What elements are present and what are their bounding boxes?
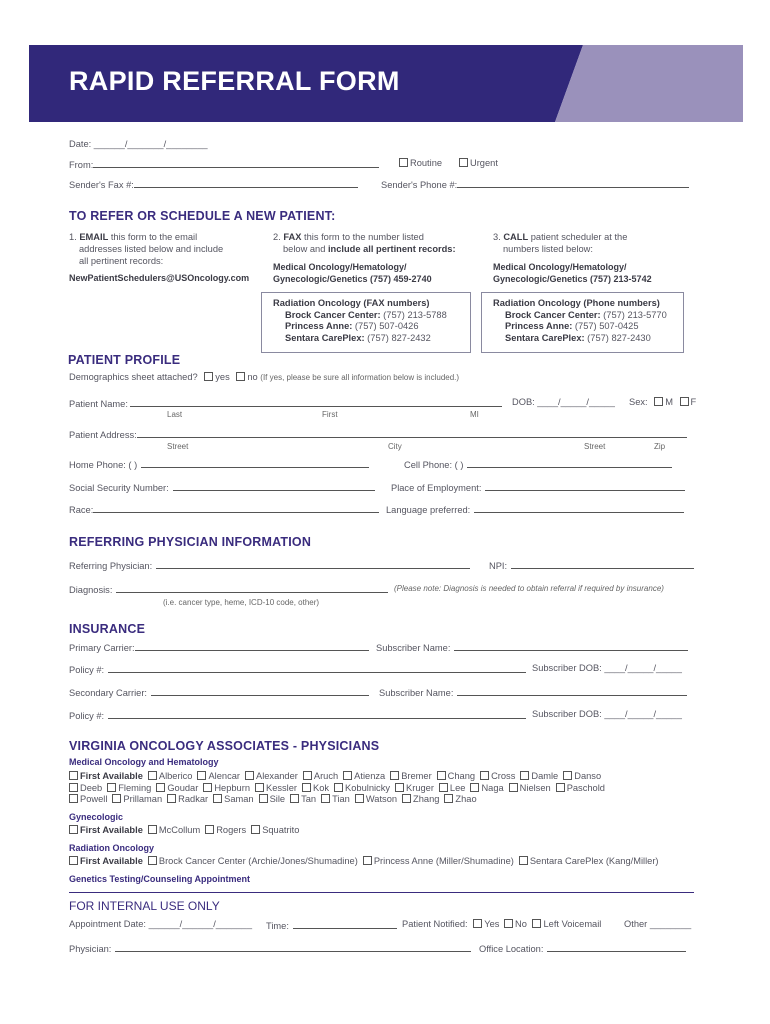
medical-oncology-row-1-option[interactable] [245, 771, 298, 781]
diagnosis-field[interactable]: Diagnosis: [69, 583, 388, 595]
option-label: Goudar [167, 782, 199, 793]
medical-oncology-row-3-option[interactable] [355, 794, 397, 804]
sex-field: Sex: M F [629, 397, 697, 407]
option-label: Paschold [566, 782, 605, 793]
medical-oncology-row-3-option[interactable] [213, 794, 253, 804]
routine-checkbox[interactable] [399, 158, 408, 167]
option-label: Squatrito [262, 825, 300, 835]
appointment-date-field[interactable]: Appointment Date: ______/______/_______ [69, 919, 252, 929]
checkbox[interactable] [69, 825, 78, 834]
first-caption: First [322, 410, 338, 419]
mi-caption: MI [470, 410, 479, 419]
medical-oncology-row-3-option[interactable] [69, 794, 107, 804]
option-label: Kessler [266, 782, 298, 793]
medical-oncology-title: Medical Oncology and Hematology [69, 757, 219, 767]
medical-oncology-row-1-option[interactable] [480, 771, 515, 781]
radiation-oncology-row-option[interactable] [148, 856, 358, 866]
urgent-option[interactable] [459, 158, 498, 168]
checkbox[interactable] [321, 794, 330, 803]
medical-oncology-row-2-option[interactable] [156, 783, 198, 793]
gynecologic-title: Gynecologic [69, 812, 124, 822]
checkbox[interactable] [355, 794, 364, 803]
option-label: Bremer [401, 771, 432, 781]
checkbox[interactable] [290, 794, 299, 803]
checkbox[interactable] [205, 825, 214, 834]
insurance-heading: INSURANCE [69, 622, 146, 636]
subscriber-dob-2-field[interactable]: Subscriber DOB: ____/_____/_____ [532, 709, 682, 719]
option-label: Radkar [178, 794, 209, 804]
checkbox[interactable] [69, 783, 78, 792]
internal-divider [69, 892, 694, 893]
option-label: Prillaman [123, 794, 163, 804]
patient-notified-field: Patient Notified: Yes No Left Voicemail [402, 919, 602, 929]
checkbox[interactable] [444, 794, 453, 803]
option-label: Naga [481, 782, 504, 793]
medical-oncology-row-1-option[interactable] [343, 771, 385, 781]
option-label: Tian [332, 794, 350, 804]
radiation-oncology-row-option[interactable] [519, 856, 659, 866]
sex-f-checkbox[interactable] [680, 397, 689, 406]
checkbox[interactable] [303, 771, 312, 780]
from-field[interactable] [69, 158, 379, 170]
sender-fax-label: Sender's Fax #: [69, 180, 134, 190]
option-label: Lee [449, 782, 466, 793]
option-label: Aruch [313, 771, 339, 781]
policy-field[interactable]: Policy #: [69, 663, 526, 675]
option-label: Alberico [158, 771, 193, 781]
subscriber-name-field[interactable]: Subscriber Name: [376, 641, 688, 653]
medical-oncology-row-2-option[interactable] [69, 783, 102, 793]
medical-oncology-row-2-option[interactable] [302, 783, 329, 793]
medical-oncology-row-1-option[interactable] [437, 771, 475, 781]
option-label: Hepburn [214, 782, 250, 793]
checkbox[interactable] [167, 794, 176, 803]
medical-oncology-row-2-option[interactable] [509, 783, 551, 793]
checkbox[interactable] [563, 771, 572, 780]
routine-option[interactable] [399, 158, 442, 168]
checkbox[interactable] [402, 794, 411, 803]
medical-oncology-row-2-option[interactable] [255, 783, 297, 793]
medical-oncology-row-3-option[interactable] [444, 794, 476, 804]
gynecologic-row-option[interactable] [251, 825, 299, 835]
option-label: Rogers [216, 825, 247, 835]
medical-oncology-row-2-option[interactable] [334, 783, 390, 793]
date-field[interactable]: Date: ______/_______/________ [69, 139, 208, 149]
option-label: Brock Cancer Center (Archie/Jones/Shumadine) [158, 856, 358, 866]
medical-oncology-row-3 [69, 794, 610, 806]
from-label: From: [69, 160, 94, 170]
checkbox[interactable] [69, 856, 78, 865]
option-label: Princess Anne (Miller/Shumadine) [373, 856, 514, 866]
checkbox[interactable] [112, 794, 121, 803]
city-caption: City [388, 442, 402, 451]
time-field[interactable]: Time: [266, 919, 397, 931]
gynecologic-row-option[interactable] [148, 825, 200, 835]
radiation-phone-list: Radiation Oncology (Phone numbers) Brock Cancer Center: (757) 213-5770 Princess Anne: (757) 507-0425 Sentara CarePlex: (757) 827-2430 [493, 298, 667, 343]
checkbox[interactable] [556, 783, 565, 792]
medical-oncology-row-3-option[interactable] [321, 794, 350, 804]
routine-label: Routine [410, 158, 443, 168]
option-label: Zhao [455, 794, 477, 804]
medical-oncology-row-2-option[interactable] [107, 783, 151, 793]
medical-oncology-row-1-option[interactable] [197, 771, 240, 781]
checkbox[interactable] [343, 771, 352, 780]
option-label: Danso [574, 771, 602, 781]
medical-oncology-row-2-option[interactable] [203, 783, 250, 793]
medical-oncology-row-1-option[interactable] [520, 771, 558, 781]
email-instructions: 1. EMAIL this form to the email addresses listed below and include all pertinent records: [69, 232, 224, 266]
radiation-fax-list: Radiation Oncology (FAX numbers) Brock Cancer Center: (757) 213-5788 Princess Anne: (757) 507-0426 Sentara CarePlex: (757) 827-2432 [273, 298, 447, 343]
gynecologic-row [69, 825, 304, 837]
option-label: Kobulnicky [345, 782, 391, 793]
option-label: First Available [80, 771, 143, 781]
dob-field[interactable]: DOB: ____/_____/_____ [512, 397, 615, 407]
urgent-checkbox[interactable] [459, 158, 468, 167]
medical-oncology-row-1-option[interactable] [390, 771, 431, 781]
option-label: First Available [80, 825, 143, 835]
npi-field[interactable]: NPI: [489, 559, 694, 571]
option-label: Alexander [256, 771, 298, 781]
checkbox[interactable] [156, 783, 165, 792]
notified-yes-checkbox[interactable] [473, 919, 482, 928]
internal-use-heading: FOR INTERNAL USE ONLY [69, 899, 220, 913]
option-label: Sentara CarePlex (Kang/Miller) [529, 856, 659, 866]
sex-m-checkbox[interactable] [654, 397, 663, 406]
radiation-oncology-row-option[interactable] [363, 856, 514, 866]
employment-field[interactable]: Place of Employment: [391, 481, 685, 493]
secondary-carrier-field[interactable]: Secondary Carrier: [69, 686, 369, 698]
ssn-field[interactable]: Social Security Number: [69, 481, 375, 493]
sender-fax-field[interactable] [69, 178, 358, 190]
fax-instructions: 2. FAX this form to the number listed below and include all pertinent records: [273, 232, 456, 254]
option-label: Atienza [354, 771, 386, 781]
checkbox[interactable] [509, 783, 518, 792]
gynecologic-list [69, 825, 304, 837]
checkbox[interactable] [390, 771, 399, 780]
checkbox[interactable] [245, 771, 254, 780]
option-label: McCollum [158, 825, 201, 835]
medical-oncology-row-2-option[interactable] [470, 783, 503, 793]
radiation-oncology-row-option[interactable] [69, 856, 143, 866]
option-label: First Available [80, 856, 143, 866]
street2-caption: Street [584, 442, 606, 451]
cell-phone-field[interactable]: Cell Phone: ( ) [404, 458, 672, 470]
checkbox[interactable] [480, 771, 489, 780]
form-title: RAPID REFERRAL FORM [69, 66, 400, 96]
zip-caption: Zip [654, 442, 666, 451]
refer-heading: TO REFER OR SCHEDULE A NEW PATIENT: [69, 209, 336, 223]
checkbox[interactable] [302, 783, 311, 792]
physician-field[interactable]: Physician: [69, 942, 471, 954]
medical-oncology-row-2-option[interactable] [556, 783, 605, 793]
checkbox[interactable] [520, 771, 529, 780]
option-label: Kruger [406, 782, 434, 793]
home-phone-field[interactable]: Home Phone: ( ) [69, 458, 369, 470]
checkbox[interactable] [519, 856, 528, 865]
patient-address-field[interactable]: Patient Address: [69, 428, 687, 440]
checkbox[interactable] [107, 783, 116, 792]
medical-oncology-row-3-option[interactable] [259, 794, 286, 804]
last-caption: Last [167, 410, 183, 419]
option-label: Sile [269, 794, 286, 804]
option-label: Nielsen [519, 782, 551, 793]
radiation-oncology-title: Radiation Oncology [69, 843, 155, 853]
checkbox[interactable] [148, 771, 157, 780]
street-caption: Street [167, 442, 189, 451]
genetics-title: Genetics Testing/Counseling Appointment [69, 874, 251, 884]
medical-oncology-list [69, 771, 610, 806]
option-label: Deeb [80, 782, 103, 793]
voa-physicians-heading: VIRGINIA ONCOLOGY ASSOCIATES - PHYSICIANS [69, 739, 380, 753]
race-field[interactable]: Race: [69, 503, 379, 515]
medical-oncology-row-1-option[interactable] [563, 771, 601, 781]
referring-physician-heading: REFERRING PHYSICIAN INFORMATION [69, 535, 312, 549]
option-label: Powell [80, 794, 108, 804]
checkbox[interactable] [437, 771, 446, 780]
option-label: Watson [365, 794, 398, 804]
option-label: Zhang [413, 794, 440, 804]
demographics-yes-checkbox[interactable] [204, 372, 213, 381]
gynecologic-row-option[interactable] [205, 825, 246, 835]
medical-oncology-row-3-option[interactable] [112, 794, 162, 804]
option-label: Fleming [118, 782, 152, 793]
language-field[interactable]: Language preferred: [386, 503, 684, 515]
call-medical-number: Medical Oncology/Hematology/ Gynecologic/Genetics (757) 213-5742 [493, 262, 652, 284]
subscriber-name-2-field[interactable]: Subscriber Name: [379, 686, 687, 698]
checkbox[interactable] [203, 783, 212, 792]
checkbox[interactable] [255, 783, 264, 792]
medical-oncology-row-2-option[interactable] [395, 783, 434, 793]
option-label: Alencar [208, 771, 240, 781]
patient-name-field[interactable]: Patient Name: [69, 397, 502, 409]
checkbox[interactable] [197, 771, 206, 780]
medical-oncology-row-1-option[interactable] [148, 771, 193, 781]
checkbox[interactable] [148, 856, 157, 865]
gynecologic-row-option[interactable] [69, 825, 143, 835]
option-label: Cross [491, 771, 516, 781]
medical-oncology-row-3-option[interactable] [402, 794, 439, 804]
demographics-no-checkbox[interactable] [236, 372, 245, 381]
checkbox[interactable] [395, 783, 404, 792]
call-instructions: 3. CALL patient scheduler at the numbers listed below: [493, 232, 628, 254]
medical-oncology-row-2 [69, 783, 610, 795]
medical-oncology-row-2-option[interactable] [439, 783, 466, 793]
option-label: Tan [301, 794, 317, 804]
option-label: Chang [447, 771, 476, 781]
office-location-field[interactable]: Office Location: [479, 942, 686, 954]
radiation-oncology-list [69, 856, 664, 868]
medical-oncology-row-1-option[interactable] [303, 771, 338, 781]
medical-oncology-row-1-option[interactable] [69, 771, 143, 781]
diagnosis-note: (Please note: Diagnosis is needed to obtain referral if required by insurance) [394, 584, 664, 593]
email-address[interactable]: NewPatientSchedulers@USOncology.com [69, 273, 250, 283]
primary-carrier-field[interactable]: Primary Carrier: [69, 641, 369, 653]
option-label: Kok [313, 782, 330, 793]
other-field[interactable]: Other ________ [624, 919, 692, 929]
checkbox[interactable] [213, 794, 222, 803]
medical-oncology-row-3-option[interactable] [167, 794, 208, 804]
checkbox[interactable] [439, 783, 448, 792]
option-label: Damle [531, 771, 559, 781]
subscriber-dob-field[interactable]: Subscriber DOB: ____/_____/_____ [532, 663, 682, 673]
medical-oncology-row-1 [69, 771, 610, 783]
radiation-oncology-row [69, 856, 664, 868]
checkbox[interactable] [69, 771, 78, 780]
checkbox[interactable] [251, 825, 260, 834]
demographics-row: Demographics sheet attached? yes no (If yes, please be sure all information below is included.) [69, 372, 460, 382]
left-voicemail-checkbox[interactable] [532, 919, 541, 928]
option-label: Saman [224, 794, 254, 804]
sender-phone-label: Sender's Phone #: [381, 180, 458, 190]
fax-medical-number: Medical Oncology/Hematology/ Gynecologic/Genetics (757) 459-2740 [273, 262, 432, 284]
urgent-label: Urgent [470, 158, 498, 168]
checkbox[interactable] [470, 783, 479, 792]
checkbox[interactable] [69, 794, 78, 803]
diagnosis-example: (i.e. cancer type, heme, ICD-10 code, other) [163, 598, 320, 607]
notified-no-checkbox[interactable] [504, 919, 513, 928]
sender-phone-field[interactable] [381, 178, 689, 190]
patient-profile-heading: PATIENT PROFILE [68, 353, 181, 367]
checkbox[interactable] [363, 856, 372, 865]
checkbox[interactable] [148, 825, 157, 834]
medical-oncology-row-3-option[interactable] [290, 794, 316, 804]
policy-2-field[interactable]: Policy #: [69, 709, 526, 721]
referring-physician-field[interactable]: Referring Physician: [69, 559, 470, 571]
checkbox[interactable] [334, 783, 343, 792]
checkbox[interactable] [259, 794, 268, 803]
